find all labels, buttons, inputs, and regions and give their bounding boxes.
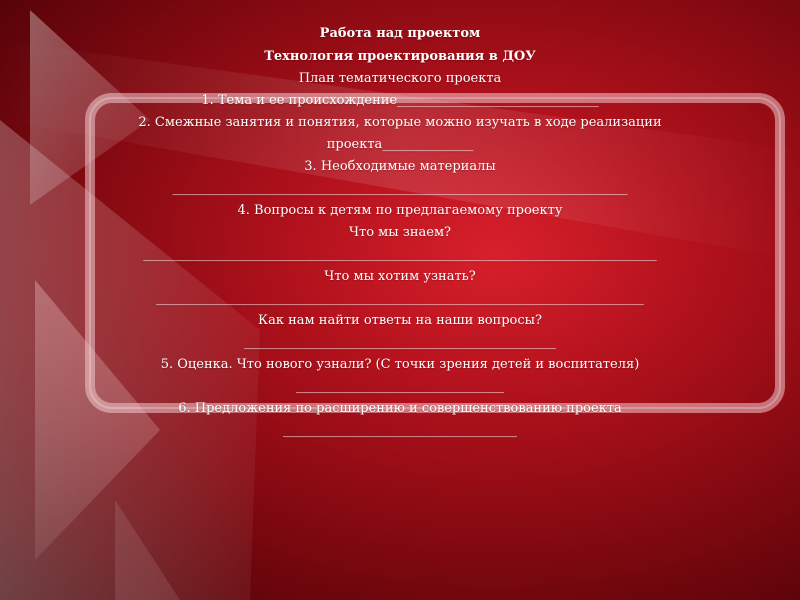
item-2-continuation: проекта______________: [326, 137, 474, 152]
item-2-related-lessons: 2. Смежные занятия и понятия, которые можно изучать в ходе реализации: [138, 115, 662, 130]
blank-line-answers: ________________________________________________: [244, 335, 556, 350]
blank-line-evaluation: ________________________________: [296, 379, 504, 394]
item-4-questions: 4. Вопросы к детям по предлагаемому проекту: [237, 203, 563, 218]
question-how-find-answers: Как нам найти ответы на наши вопросы?: [258, 313, 542, 328]
plan-heading: План тематического проекта: [298, 71, 502, 86]
question-what-we-want: Что мы хотим узнать?: [324, 269, 476, 284]
blank-line-proposals: ____________________________________: [283, 423, 517, 438]
item-5-evaluation: 5. Оценка. Что нового узнали? (С точки зрения детей и воспитателя): [160, 357, 640, 372]
slide-subtitle: Технология проектирования в ДОУ: [264, 49, 536, 64]
item-3-materials: 3. Необходимые материалы: [304, 159, 496, 174]
item-1-topic: 1. Тема и ее происхождение_______________________________: [201, 93, 599, 108]
blank-line-want: ___________________________________________________________________________: [156, 291, 644, 306]
blank-line-know: _______________________________________________________________________________: [143, 247, 657, 262]
blank-line-materials: ______________________________________________________________________: [172, 181, 628, 196]
slide-title: Работа над проектом: [319, 26, 481, 41]
item-6-proposals: 6. Предложения по расширению и совершенствованию проекта: [178, 401, 622, 416]
question-what-we-know: Что мы знаем?: [348, 225, 452, 240]
